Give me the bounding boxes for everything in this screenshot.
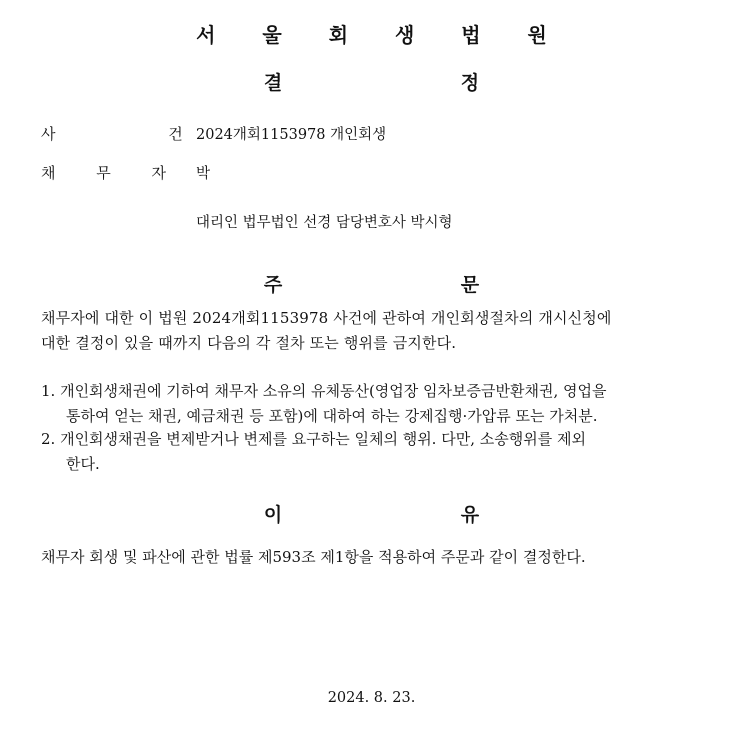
case-label: 사 건 xyxy=(41,125,237,143)
decision-date: 2024. 8. 23. xyxy=(327,690,416,706)
order-paragraph xyxy=(41,306,612,356)
agent-line: 대리인 법무법인 선경 담당변호사 박시형 xyxy=(196,215,453,231)
order-item-1 xyxy=(41,379,606,429)
court-name: 서 울 회 생 법 원 xyxy=(196,23,567,47)
debtor-value: 박 xyxy=(196,166,211,182)
order-line-1: 채무자에 대한 이 법원 2024개회1153978 사건에 관하여 개인회생절차의 개시신청에 xyxy=(41,309,612,327)
order-item-1-line-2: 통하여 얻는 채권, 예금채권 등 포함)에 대하여 하는 강제집행·가압류 또는 가처분. xyxy=(66,407,598,425)
order-item-2-line-1: 2. 개인회생채권을 변제받거나 변제를 요구하는 일체의 행위. 다만, 소송행위를 제외 xyxy=(41,430,586,448)
order-item-2 xyxy=(41,427,586,477)
order-line-2: 대한 결정이 있을 때까지 다음의 각 절차 또는 행위를 금지한다. xyxy=(41,334,457,352)
order-heading: 주 문 xyxy=(263,274,566,296)
document-type-heading: 결 정 xyxy=(263,72,566,94)
debtor-label: 채 무 자 xyxy=(41,164,185,182)
order-item-2-line-2: 한다. xyxy=(66,455,100,473)
reason-paragraph: 채무자 회생 및 파산에 관한 법률 제593조 제1항을 적용하여 주문과 같이 결정한다. xyxy=(41,548,586,566)
case-value: 2024개회1153978 개인회생 xyxy=(196,127,387,143)
reason-heading: 이 유 xyxy=(263,504,566,526)
order-item-1-line-1: 1. 개인회생채권에 기하여 채무자 소유의 유체동산(영업장 임차보증금반환채권, 영업을 xyxy=(41,382,607,400)
